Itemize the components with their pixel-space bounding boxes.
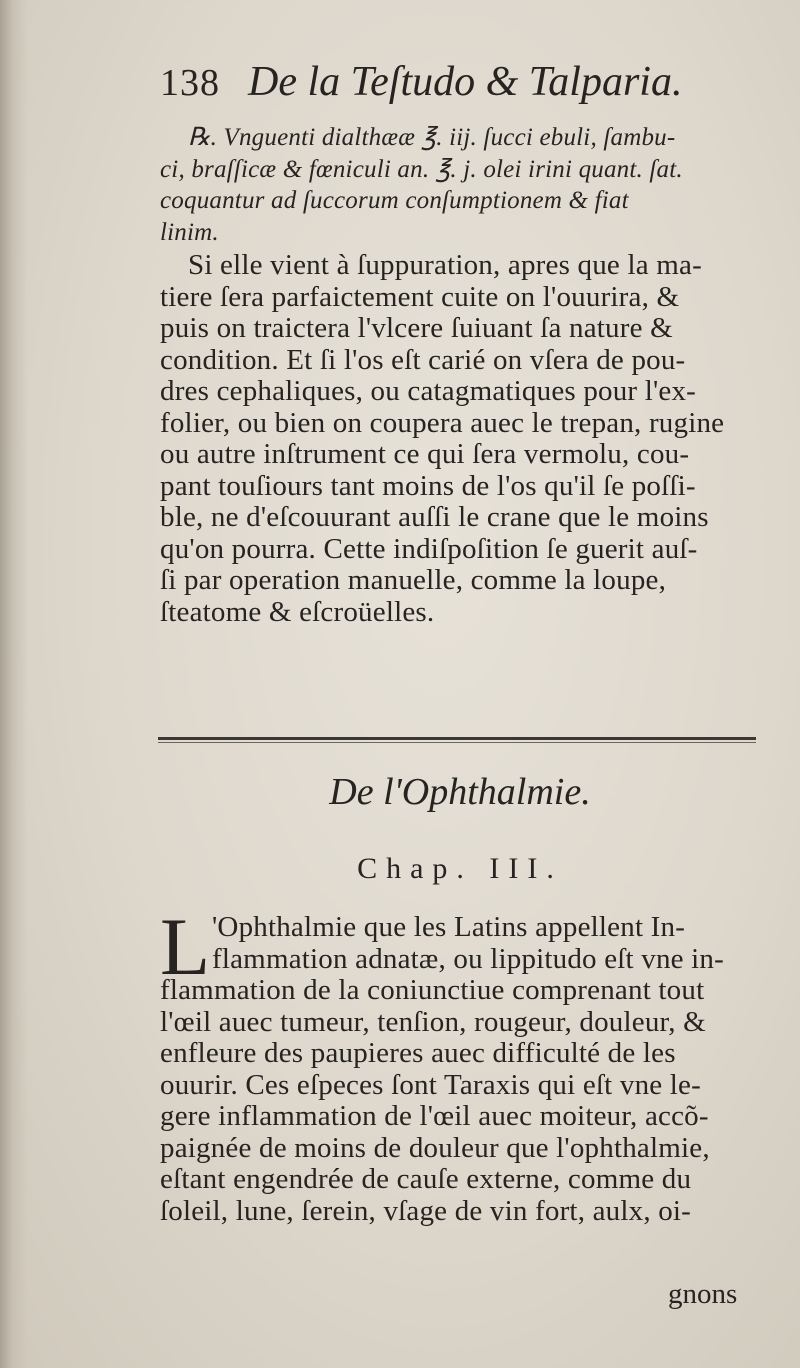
text-line: flammation de la coniunctiue comprenant tout xyxy=(160,974,705,1006)
text-line: ſi par operation manuelle, comme la loupe, xyxy=(160,564,667,596)
recipe-line: ℞. Vnguenti dialthææ ℥. iij. ſucci ebuli, ſambu- xyxy=(188,124,676,151)
text-line: puis on traictera l'vlcere ſuiuant ſa nature & xyxy=(160,312,673,344)
recipe-line: coquantur ad ſuccorum conſumptionem & fiat xyxy=(160,187,629,214)
text-line: pant touſiours tant moins de l'os qu'il ſe poſſi- xyxy=(160,469,696,502)
text-line: eſtant engendrée de cauſe externe, comme du xyxy=(160,1163,692,1195)
section-rule xyxy=(158,737,756,740)
recipe-block xyxy=(160,122,760,248)
text-line: ou autre inſtrument ce qui ſera vermolu, cou- xyxy=(160,438,690,470)
text-line: ouurir. Ces eſpeces ſont Taraxis qui eſt vne le- xyxy=(160,1068,701,1101)
recipe-line: linim. xyxy=(160,218,219,246)
section-title: De l'Ophthalmie. xyxy=(329,771,591,813)
text-line: 'Ophthalmie que les Latins appellent In- xyxy=(212,911,686,943)
text-line: ſteatome & eſcroüelles. xyxy=(160,595,435,628)
chapter-label: Chap. III. xyxy=(357,852,563,885)
text-line: dres cephaliques, ou catagmatiques pour l'ex- xyxy=(160,375,697,407)
text-line: l'œil auec tumeur, tenſion, rougeur, douleur, & xyxy=(160,1005,706,1038)
running-title: De la Teſtudo & Talparia. xyxy=(248,59,683,105)
text-line: condition. Et ſi l'os eſt carié on vſera de pou- xyxy=(160,343,686,376)
text-line: tiere ſera parfaictement cuite on l'ouurira, & xyxy=(160,280,680,313)
text-line: enfleure des paupieres auec difficulté de les xyxy=(160,1037,676,1069)
section-rule-thin xyxy=(158,742,756,743)
drop-cap: L xyxy=(160,901,211,992)
page-gutter-shadow xyxy=(0,0,28,1368)
page-number: 138 xyxy=(160,62,220,104)
text-line: Si elle vient à ſuppuration, apres que la ma- xyxy=(188,249,702,281)
text-line: folier, ou bien on coupera auec le trepan, rugine xyxy=(160,406,725,439)
text-line: ble, ne d'eſcouurant auſſi le crane que le moins xyxy=(160,501,709,533)
recipe-line: ci, braſſicæ & fœniculi an. ℥. j. olei irini quant. ſat. xyxy=(160,155,683,183)
text-line: paignée de moins de douleur que l'ophthalmie, xyxy=(160,1131,710,1164)
text-line: gere inflammation de l'œil auec moiteur, accõ- xyxy=(160,1100,709,1132)
text-line: flammation adnatæ, ou lippitudo eſt vne in- xyxy=(212,942,724,975)
paragraph-ophthalmie xyxy=(160,912,760,1227)
paragraph-suppuration xyxy=(160,250,760,628)
text-line: ſoleil, lune, ſerein, vſage de vin fort, aulx, oi- xyxy=(160,1194,692,1227)
running-head xyxy=(160,58,760,114)
text-line: qu'on pourra. Cette indiſpoſition ſe guerit auſ- xyxy=(160,532,698,565)
catchword: gnons xyxy=(668,1278,738,1310)
